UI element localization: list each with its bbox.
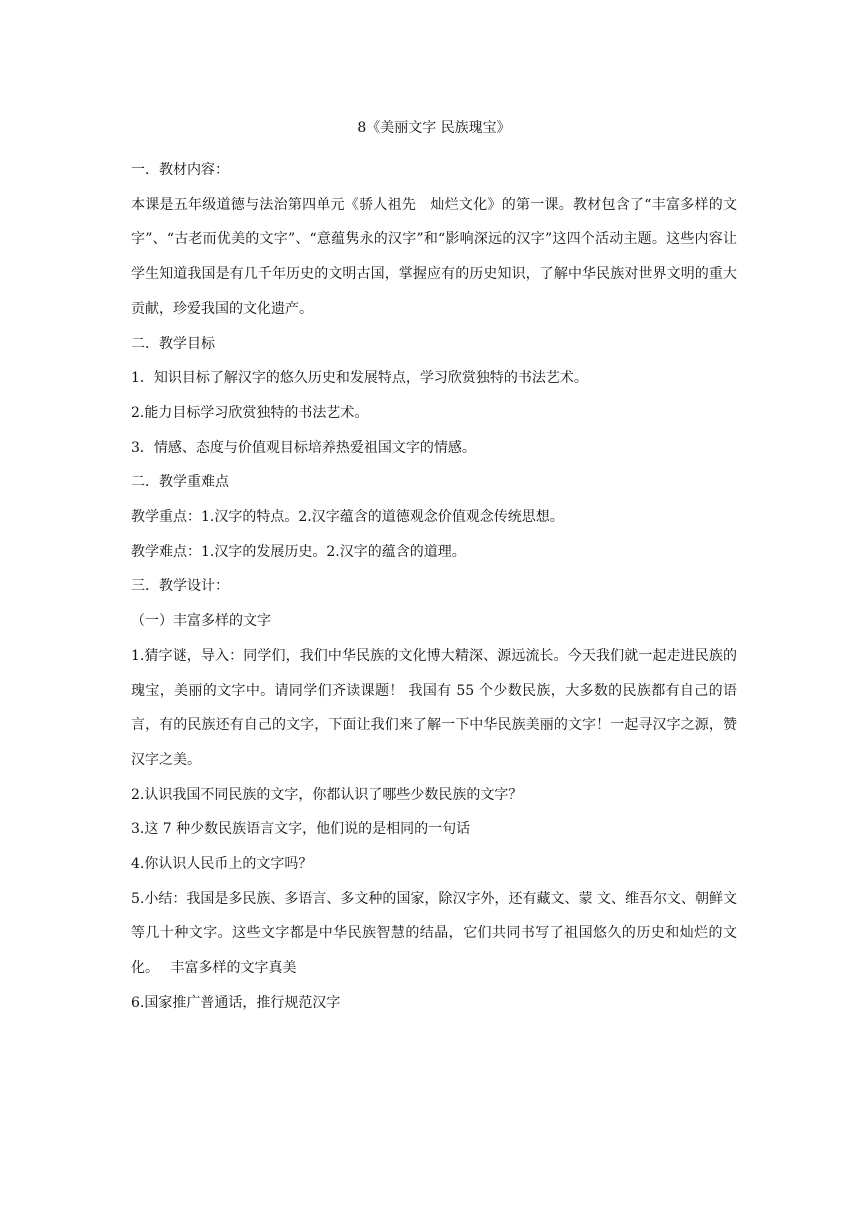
key-points-text: 教学重点：1.汉字的特点。2.汉字蕴含的道德观念价值观念传统思想。 — [131, 509, 564, 526]
difficult-points-text: 教学难点：1.汉字的发展历史。2.汉字的蕴含的道理。 — [131, 543, 466, 560]
step-paragraph-3: 3.这 7 种少数民族语言文字，他们说的是相同的一句话 — [131, 821, 471, 838]
document-body — [131, 118, 737, 1021]
subsection-heading-diverse-scripts: （一）丰富多样的文字 — [131, 613, 271, 630]
section-heading-goals: 二．教学目标 — [131, 335, 215, 352]
document-title: 8《美丽文字 民族瑰宝》 — [357, 120, 511, 136]
step-paragraph-5: 5.小结：我国是多民族、多语言、多文种的国家，除汉字外，还有藏文、蒙 文、维吾尔文、朝鲜文等几十种文字。这些文字都是中华民族智慧的结晶，它们共同书写了祖国悠久的历史和灿烂的文化。 丰富多样的文字真美 — [131, 890, 737, 977]
goal-item-ability: 2.能力目标学习欣赏独特的书法艺术。 — [131, 404, 369, 421]
section-heading-design: 三．教学设计： — [131, 578, 229, 595]
step-paragraph-2: 2.认识我国不同民族的文字，你都认识了哪些少数民族的文字？ — [131, 786, 523, 803]
section-heading-key-points: 二．教学重难点 — [131, 474, 229, 491]
section-heading-content: 一．教材内容： — [131, 162, 229, 178]
step-paragraph-1: 1.猜字谜，导入：同学们，我们中华民族的文化博大精深、源远流长。今天我们就一起走进民族的瑰宝，美丽的文字中。请同学们齐读课题！ 我国有 55 个少数民族，大多数的民族都有自己的语言，有的民族还有自己的文字，下面让我们来了解一下中华民族美丽的文字！一起寻汉字之源，赞汉字之美。 — [131, 647, 737, 768]
goal-item-knowledge: 1．知识目标了解汉字的悠久历史和发展特点，学习欣赏独特的书法艺术。 — [131, 370, 588, 387]
goal-item-emotion: 3．情感、态度与价值观目标培养热爱祖国文字的情感。 — [131, 439, 476, 456]
section-paragraph-content: 本课是五年级道德与法治第四单元《骄人祖先 灿烂文化》的第一课。教材包含了“丰富多样的文字”、“古老而优美的文字”、“意蕴隽永的汉字”和“影响深远的汉字”这四个活动主题。这些内容让学生知道我国是有几千年历史的文明古国，掌握应有的历史知识，了解中华民族对世界文明的重大贡献，珍爱我国的文化遗产。 — [131, 196, 737, 317]
step-paragraph-6: 6.国家推广普通话，推行规范汉字 — [131, 994, 341, 1011]
step-paragraph-4: 4.你认识人民币上的文字吗？ — [131, 856, 313, 873]
